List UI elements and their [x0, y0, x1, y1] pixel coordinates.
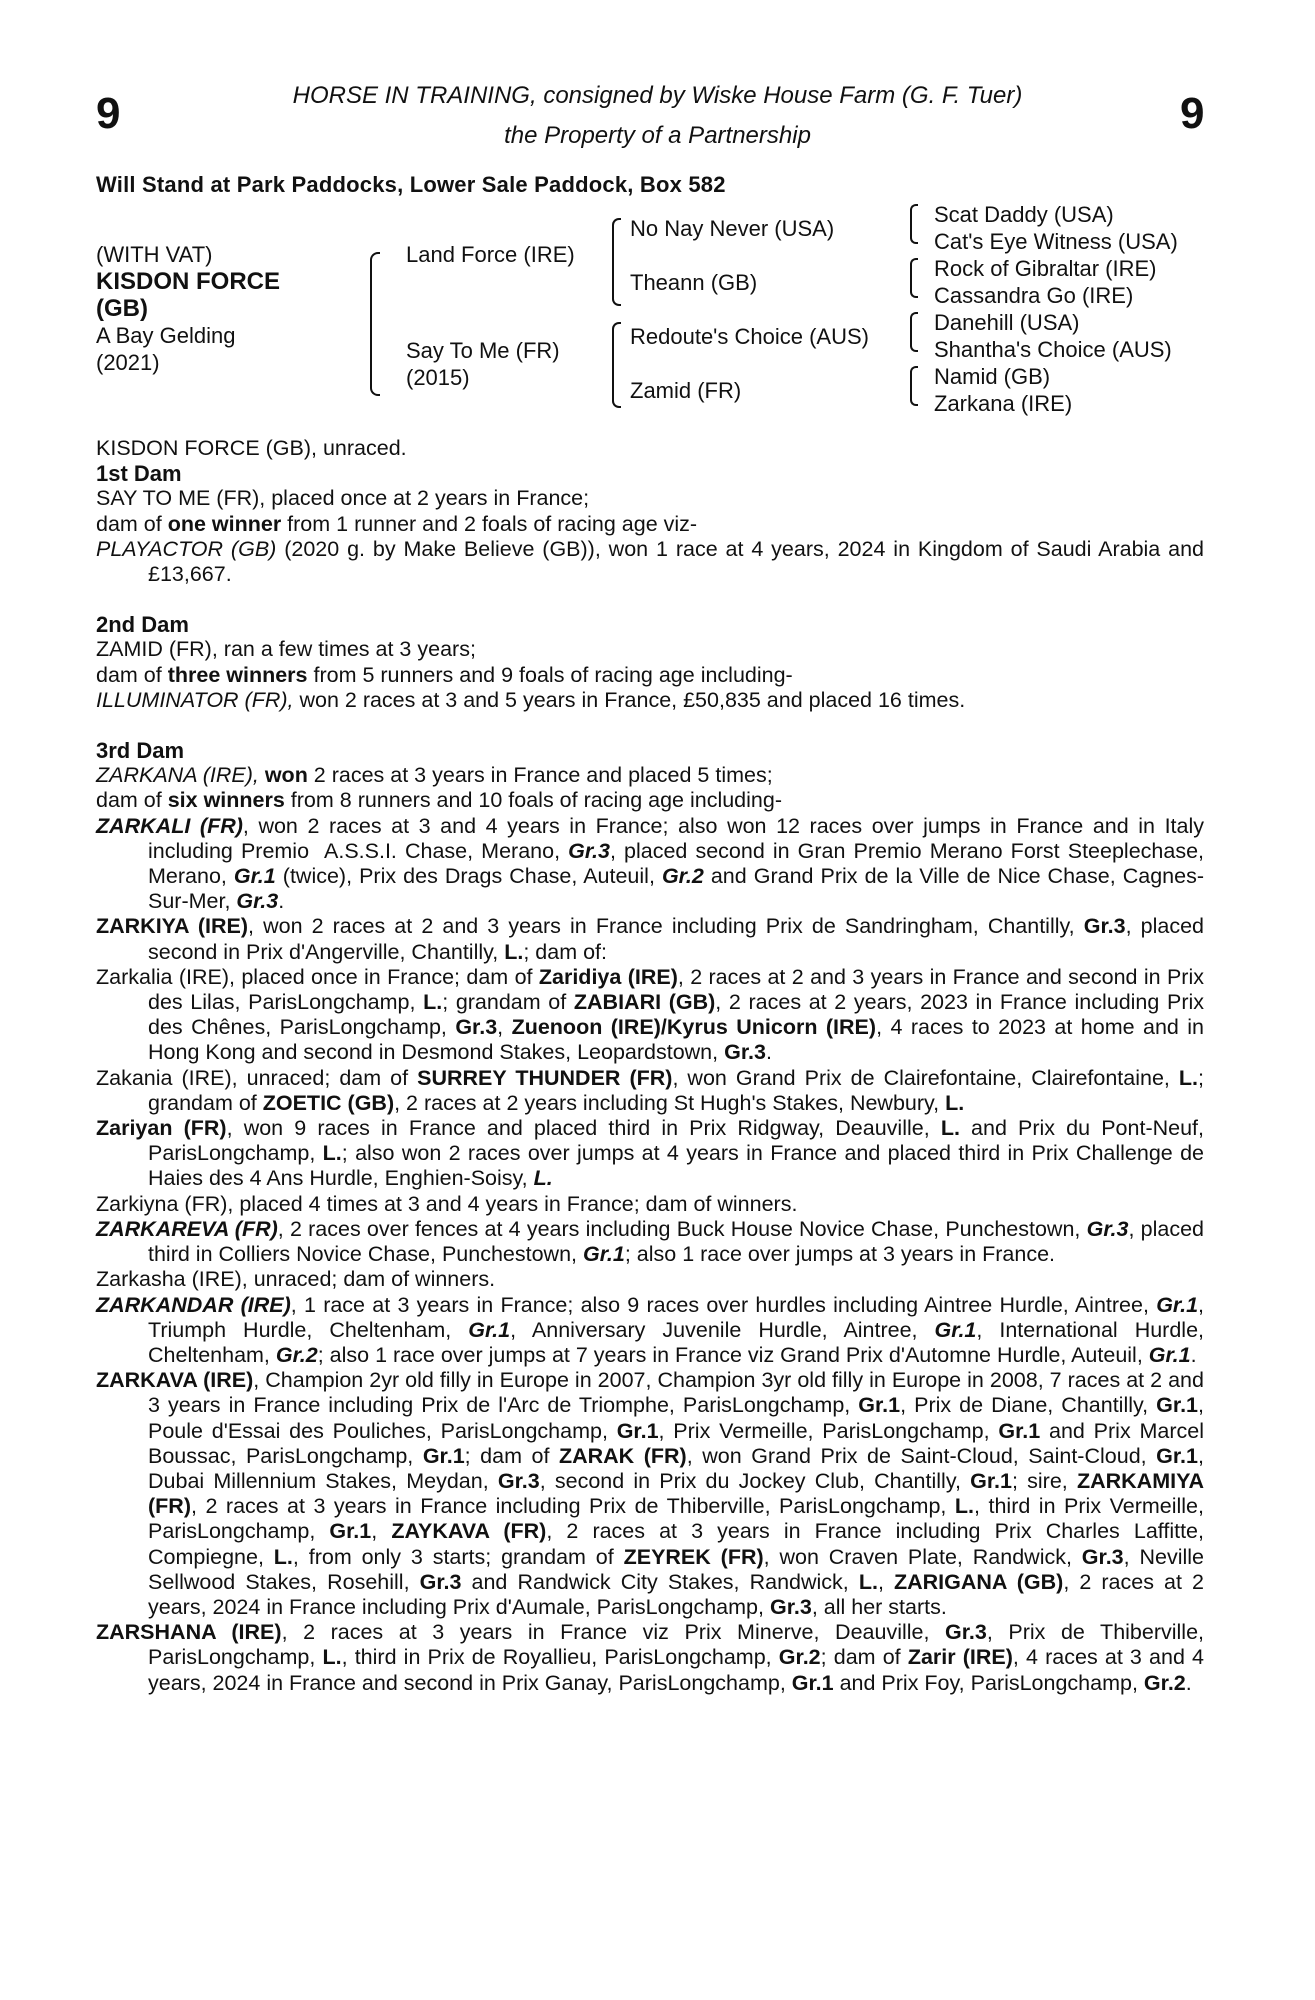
pedigree-sd: Theann (GB) [630, 270, 758, 295]
zarkali-entry: ZARKALI (FR), won 2 races at 3 and 4 years in France; also won 12 races over jumps in France and in Italy including Premio A.S.S.I. Chase, Merano, Gr.3, placed second in Gran Premio Merano Forst Steeplechase, Merano, Gr.1 (twice), Prix des Drags Chase, Auteuil, Gr.2 and Grand Prix de la Ville de Nice Chase, Cagnes-Sur-Mer, Gr.3. [96, 813, 1204, 914]
second-dam-produce: dam of three winners from 5 runners and 9 foals of racing age including- [96, 662, 793, 687]
zarkiyna-entry: Zarkiyna (FR), placed 4 times at 3 and 4 years in France; dam of winners. [96, 1191, 798, 1216]
pedigree-dsd: Shantha's Choice (AUS) [934, 337, 1172, 362]
second-dam-line: ZAMID (FR), ran a few times at 3 years; [96, 637, 476, 662]
lot-number-right: 9 [1180, 89, 1205, 138]
pedigree-dds: Namid (GB) [934, 364, 1051, 389]
pedigree-dd: Zamid (FR) [630, 378, 742, 403]
zarkiya-entry: ZARKIYA (IRE), won 2 races at 2 and 3 years in France including Prix de Sandringham, Chantilly, Gr.3, placed second in Prix d'Angerville, Chantilly, L.; dam of: [96, 914, 1204, 964]
third-dam-produce: dam of six winners from 8 runners and 10 foals of racing age including- [96, 788, 782, 813]
illuminator-entry: ILLUMINATOR (FR), won 2 races at 3 and 5 years in France, £50,835 and placed 16 times. [96, 687, 966, 712]
first-dam-heading: 1st Dam [96, 461, 182, 487]
zarkandar-entry: ZARKANDAR (IRE), 1 race at 3 years in France; also 9 races over hurdles including Aintree Hurdle, Aintree, Gr.1, Triumph Hurdle, Cheltenham, Gr.1, Anniversary Juvenile Hurdle, Aintree, Gr.1, International Hurdle, Cheltenham, Gr.2; also 1 race over jumps at 7 years in France viz Grand Prix d'Automne Hurdle, Auteuil, Gr.1. [96, 1292, 1205, 1367]
playactor-entry: PLAYACTOR (GB) (2020 g. by Make Believe (GB)), won 1 race at 4 years, 2024 in Kingdom of Saudi Arabia and £13,667. [96, 536, 1205, 587]
pedigree-dss: Danehill (USA) [934, 310, 1080, 335]
first-dam-line: SAY TO ME (FR), placed once at 2 years in France; [96, 486, 590, 511]
brace-dd [910, 366, 918, 406]
pedigree-sds: Rock of Gibraltar (IRE) [934, 256, 1157, 281]
pedigree-ddd: Zarkana (IRE) [934, 391, 1073, 416]
zarkasha-entry: Zarkasha (IRE), unraced; dam of winners. [96, 1267, 496, 1292]
catalogue-body [96, 436, 1204, 1696]
zakania-entry: Zakania (IRE), unraced; dam of SURREY THUNDER (FR), won Grand Prix de Clairefontaine, Clairefontaine, L.; grandam of ZOETIC (GB), 2 races at 2 years including St Hugh's Stakes, Newbury, L. [96, 1065, 1204, 1115]
lot-number-left: 9 [96, 89, 121, 138]
zarkalia-entry: Zarkalia (IRE), placed once in France; dam of Zaridiya (IRE), 2 races at 2 and 3 years in France and second in Prix des Lilas, ParisLongchamp, L.; grandam of ZABIARI (GB), 2 races at 2 years, 2023 in France including Prix des Chênes, ParisLongchamp, Gr.3, Zuenoon (IRE)/Kyrus Unicorn (IRE), 4 races to 2023 at home and in Hong Kong and second in Desmond Stakes, Leopardstown, Gr.3. [96, 964, 1205, 1065]
pedigree-dam: Say To Me (FR) [406, 338, 560, 363]
brace-ds [910, 312, 918, 352]
horse-country: (GB) [96, 295, 148, 322]
pedigree-ds: Redoute's Choice (AUS) [630, 324, 869, 349]
second-dam-heading: 2nd Dam [96, 612, 189, 638]
pedigree-sss: Scat Daddy (USA) [934, 202, 1114, 227]
pedigree-ssd: Cat's Eye Witness (USA) [934, 229, 1178, 254]
pedigree-sdd: Cassandra Go (IRE) [934, 283, 1134, 308]
third-dam-line: ZARKANA (IRE), won 2 races at 3 years in France and placed 5 times; [96, 763, 773, 788]
pedigree-sire: Land Force (IRE) [406, 242, 575, 267]
brace-dam [612, 322, 621, 408]
vat-note: (WITH VAT) [96, 242, 213, 267]
first-dam-produce: dam of one winner from 1 runner and 2 foals of racing age viz- [96, 511, 698, 536]
horse-description: A Bay Gelding [96, 323, 236, 348]
brace-ss [910, 204, 918, 244]
brace-sire [612, 218, 621, 306]
pedigree-dam-year: (2015) [406, 365, 470, 390]
zarshana-entry: ZARSHANA (IRE), 2 races at 3 years in France viz Prix Minerve, Deauville, Gr.3, Prix de Thiberville, ParisLongchamp, L., third in Prix de Royallieu, ParisLongchamp, Gr.2; dam of Zarir (IRE), 4 races at 3 and 4 years, 2024 in France and second in Prix Ganay, ParisLongchamp, Gr.1 and Prix Foy, ParisLongchamp, Gr.2. [96, 1620, 1205, 1695]
brace-main [370, 252, 380, 396]
brace-sd [910, 258, 918, 298]
pedigree-ss: No Nay Never (USA) [630, 216, 835, 241]
stand-location: Will Stand at Park Paddocks, Lower Sale Paddock, Box 582 [96, 172, 726, 197]
property-line: the Property of a Partnership [504, 122, 811, 149]
horse-year: (2021) [96, 350, 160, 375]
third-dam-heading: 3rd Dam [96, 738, 185, 764]
zarkava-entry: ZARKAVA (IRE), Champion 2yr old filly in Europe in 2007, Champion 3yr old filly in Europe in 2008, 7 races at 2 and 3 years in France including Prix de l'Arc de Triomphe, ParisLongchamp, Gr.1, Prix de Diane, Chantilly, Gr.1, Poule d'Essai des Pouliches, ParisLongchamp, Gr.1, Prix Vermeille, ParisLongchamp, Gr.1 and Prix Marcel Boussac, ParisLongchamp, Gr.1; dam of ZARAK (FR), won Grand Prix de Saint-Cloud, Saint-Cloud, Gr.1, Dubai Millennium Stakes, Meydan, Gr.3, second in Prix du Jockey Club, Chantilly, Gr.1; sire, ZARKAMIYA (FR), 2 races at 3 years in France including Prix de Thiberville, ParisLongchamp, L., third in Prix Vermeille, ParisLongchamp, Gr.1, ZAYKAVA (FR), 2 races at 3 years in France including Prix Charles Laffitte, Compiegne, L., from only 3 starts; grandam of ZEYREK (FR), won Craven Plate, Randwick, Gr.3, Neville Sellwood Stakes, Rosehill, Gr.3 and Randwick City Stakes, Randwick, L., ZARIGANA (GB), 2 races at 2 years, 2024 in France including Prix d'Aumale, ParisLongchamp, Gr.3, all her starts. [96, 1368, 1204, 1619]
zariyan-entry: Zariyan (FR), won 9 races in France and placed third in Prix Ridgway, Deauville, L. and Prix du Pont-Neuf, ParisLongchamp, L.; also won 2 races over jumps at 4 years in France and placed third in Prix Challenge de Haies des 4 Ans Hurdle, Enghien-Soisy, L. [96, 1116, 1204, 1191]
zarkareva-entry: ZARKAREVA (FR), 2 races over fences at 4 years including Buck House Novice Chase, Punchestown, Gr.3, placed third in Colliers Novice Chase, Punchestown, Gr.1; also 1 race over jumps at 3 years in France. [96, 1216, 1204, 1267]
horse-name: KISDON FORCE [96, 268, 281, 295]
consignor-line: HORSE IN TRAINING, consigned by Wiske House Farm (G. F. Tuer) [292, 82, 1023, 109]
intro-line: KISDON FORCE (GB), unraced. [96, 436, 407, 460]
